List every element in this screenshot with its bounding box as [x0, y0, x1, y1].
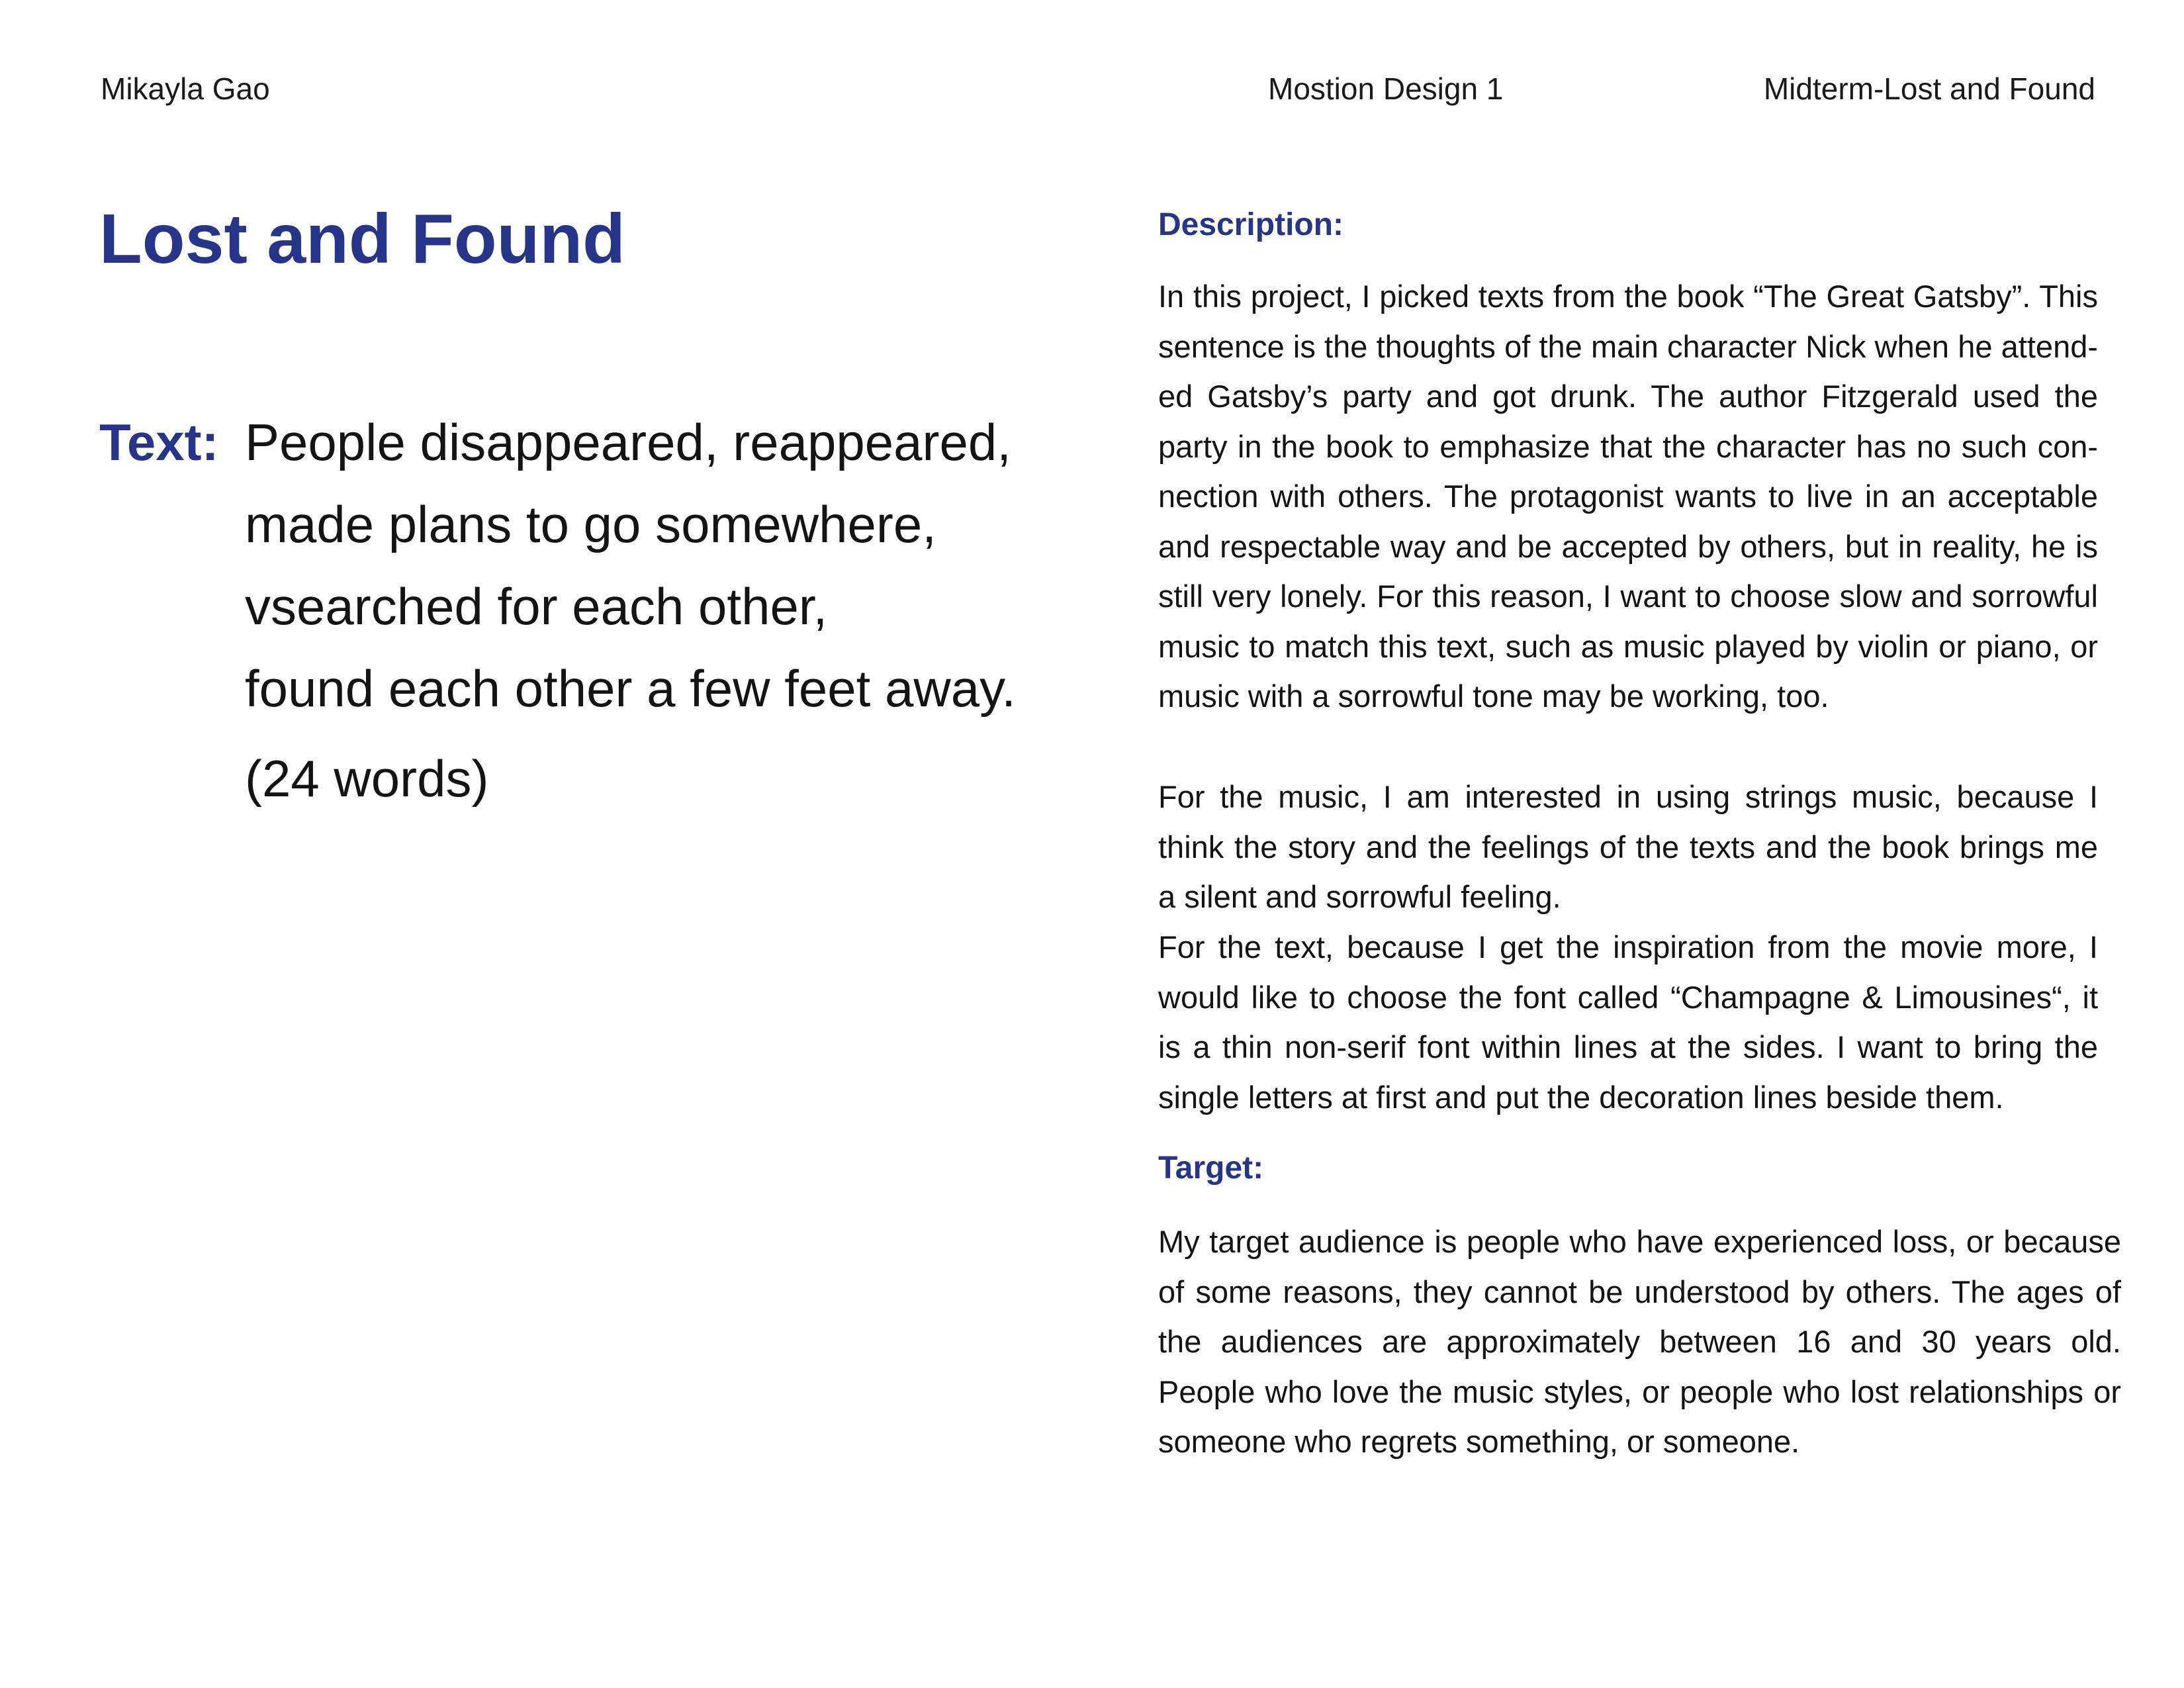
- description-heading: Description:: [1158, 207, 1344, 242]
- quote-line: made plans to go somewhere,: [245, 495, 936, 553]
- header-course: Mostion Design 1: [1268, 71, 1504, 106]
- header-author: Mikayla Gao: [101, 71, 270, 106]
- font-paragraph: For the text, because I get the inspiration from the movie more, I would like to choose the font called “Champagne & Limousines“, it is a thin non-serif font within lines at the sides. I want to bring the single letters at first and put the decoration lines beside them.: [1158, 929, 2098, 1115]
- target-paragraph: My target audience is people who have experienced loss, or because of some reasons, they cannot be understood by others. The ages of the audiences are approximately between 16 and 30 years old. People who love the music styles, or people who lost relationships or someone who regrets something, or someone.: [1158, 1224, 2121, 1459]
- word-count: (24 words): [245, 749, 489, 808]
- music-paragraph: For the music, I am interested in using strings music, because I think the story and the feelings of the texts and the book brings me a silent and sorrowful feeling.: [1158, 779, 2098, 914]
- quote-line: People disappeared, reappeared,: [245, 413, 1011, 471]
- page-title: Lost and Found: [99, 200, 625, 278]
- header-project: Midterm-Lost and Found: [1763, 71, 2095, 106]
- quote-line: found each other a few feet away.: [245, 659, 1016, 718]
- description-paragraph: In this project, I picked texts from the book “The Great Gatsby”. This sentence is the thoughts of the main character Nick when he attend-ed Gatsby’s party and got drunk. The author Fitzgerald used the party in the book to emphasize that the character has no such con-nection with others. The protagonist wants to live in an acceptable and respectable way and be accepted by others, but in reality, he is still very lonely. For this reason, I want to choose slow and sorrowful music to match this text, such as music played by violin or piano, or music with a sorrowful tone may be working, too.: [1158, 279, 2098, 714]
- quote-line: vsearched for each other,: [245, 577, 828, 635]
- text-label: Text:: [99, 413, 219, 471]
- target-heading: Target:: [1158, 1150, 1264, 1186]
